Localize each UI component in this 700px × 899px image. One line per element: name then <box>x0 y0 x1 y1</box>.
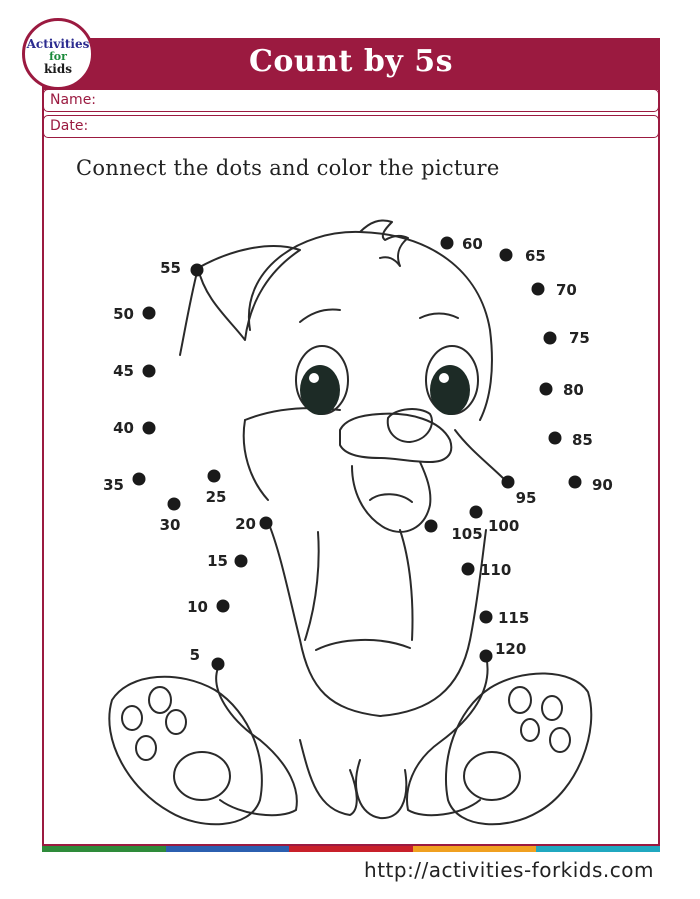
dot-label-120: 120 <box>495 640 527 658</box>
dot-label-95: 95 <box>515 489 537 507</box>
dot-label-85: 85 <box>572 431 593 449</box>
left-foot <box>109 677 262 825</box>
dot-label-90: 90 <box>592 476 613 494</box>
dot-20[interactable] <box>260 517 273 530</box>
dot-label-10: 10 <box>187 598 208 616</box>
right-cheek <box>455 430 505 480</box>
dots-layer <box>103 235 613 671</box>
dot-25[interactable] <box>208 470 221 483</box>
dot-label-15: 15 <box>207 552 228 570</box>
stripe-segment <box>166 846 290 852</box>
dot-85[interactable] <box>549 432 562 445</box>
stripe-segment <box>289 846 413 852</box>
dot-75[interactable] <box>544 332 557 345</box>
dot-label-65: 65 <box>525 247 546 265</box>
dot-label-75: 75 <box>569 329 590 347</box>
dot-label-45: 45 <box>113 362 134 380</box>
dot-label-5: 5 <box>189 646 200 664</box>
page-title: Count by 5s <box>249 44 453 79</box>
date-label: Date: <box>50 118 89 134</box>
dot-label-55: 55 <box>160 259 181 277</box>
dot-label-100: 100 <box>488 517 520 535</box>
dot-label-70: 70 <box>556 281 577 299</box>
dot-65[interactable] <box>500 249 513 262</box>
dot-70[interactable] <box>532 283 545 296</box>
dot-115[interactable] <box>480 611 493 624</box>
stripe-segment <box>413 846 537 852</box>
footer-url[interactable]: http://activities-forkids.com <box>364 858 654 882</box>
dot-40[interactable] <box>143 422 156 435</box>
stripe-segment <box>42 846 166 852</box>
dot-label-60: 60 <box>462 235 483 253</box>
dot-120[interactable] <box>480 650 493 663</box>
dot-55[interactable] <box>191 264 204 277</box>
dot-50[interactable] <box>143 307 156 320</box>
dot-60[interactable] <box>441 237 454 250</box>
dot-label-40: 40 <box>113 419 134 437</box>
left-front-paw <box>300 740 357 815</box>
dot-label-35: 35 <box>103 476 124 494</box>
dot-105[interactable] <box>425 520 438 533</box>
body-outline <box>268 522 486 716</box>
color-stripe <box>42 846 660 852</box>
dot-label-80: 80 <box>563 381 584 399</box>
right-foot <box>446 673 591 824</box>
dot-95[interactable] <box>502 476 515 489</box>
left-cheek <box>244 420 268 500</box>
dot-label-115: 115 <box>498 609 530 627</box>
hair-tuft <box>360 220 408 266</box>
dot-30[interactable] <box>168 498 181 511</box>
dot-label-110: 110 <box>480 561 512 579</box>
logo-text-line3: kids <box>43 62 73 76</box>
dot-10[interactable] <box>217 600 230 613</box>
dot-90[interactable] <box>569 476 582 489</box>
dot-35[interactable] <box>133 473 146 486</box>
paw-pads <box>122 687 570 800</box>
left-leg <box>216 668 297 815</box>
eyes <box>296 346 478 415</box>
dot-80[interactable] <box>540 383 553 396</box>
dot-label-105: 105 <box>451 525 483 543</box>
logo-text-line1: Activities <box>26 37 90 51</box>
dot-label-20: 20 <box>235 515 256 533</box>
dot-label-30: 30 <box>159 516 181 534</box>
dot-110[interactable] <box>462 563 475 576</box>
right-front-paw <box>356 760 406 818</box>
logo-text-line2: for <box>49 50 67 63</box>
dot-15[interactable] <box>235 555 248 568</box>
dot-100[interactable] <box>470 506 483 519</box>
name-label: Name: <box>50 92 97 108</box>
dot-label-25: 25 <box>205 488 227 506</box>
instruction-text: Connect the dots and color the picture <box>76 156 500 180</box>
dot-label-50: 50 <box>113 305 134 323</box>
dot-5[interactable] <box>212 658 225 671</box>
stripe-segment <box>536 846 660 852</box>
mouth <box>352 462 430 532</box>
dot-45[interactable] <box>143 365 156 378</box>
